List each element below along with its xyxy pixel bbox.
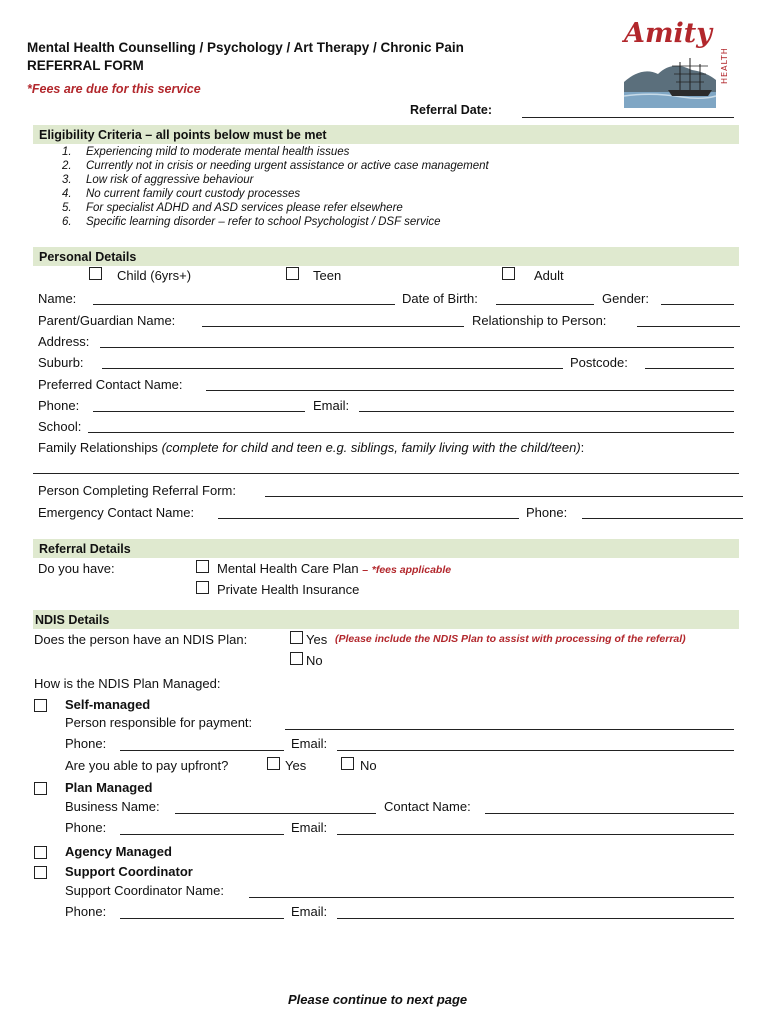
school-label: School: [38, 419, 82, 434]
criteria-num-1: 1. [62, 146, 72, 158]
dob-label: Date of Birth: [402, 291, 478, 306]
referral-details-title: Referral Details [39, 542, 131, 556]
contact-name-label: Contact Name: [384, 799, 471, 814]
logo-wordmark: Amity [624, 18, 712, 49]
support-phone-field[interactable] [120, 918, 284, 919]
upfront-no-label: No [360, 758, 377, 773]
eligibility-title: Eligibility Criteria – all points below must be met [39, 128, 327, 142]
criteria-num-5: 5. [62, 202, 72, 214]
mental-health-plan-option [217, 561, 451, 576]
ndis-yes-note: (Please include the NDIS Plan to assist with processing of the referral) [335, 633, 686, 645]
ndis-managed-question: How is the NDIS Plan Managed: [34, 676, 221, 691]
mental-health-plan-checkbox[interactable] [196, 560, 209, 573]
person-completing-field[interactable] [265, 496, 743, 497]
relationship-label: Relationship to Person: [472, 313, 607, 328]
suburb-field[interactable] [102, 368, 563, 369]
teen-label: Teen [313, 268, 342, 283]
family-label: Family Relationships [38, 440, 158, 455]
business-name-label: Business Name: [65, 799, 160, 814]
sailing-ship-logo-icon [622, 52, 718, 108]
support-email-label: Email: [291, 904, 328, 919]
form-subtitle: REFERRAL FORM [27, 58, 144, 73]
plan-email-label: Email: [291, 820, 328, 835]
referral-details-header [33, 539, 739, 558]
emergency-contact-label: Emergency Contact Name: [38, 505, 195, 520]
self-email-label: Email: [291, 736, 328, 751]
school-field[interactable] [88, 432, 734, 433]
emergency-phone-label: Phone: [526, 505, 568, 520]
criteria-num-2: 2. [62, 160, 72, 172]
preferred-contact-field[interactable] [206, 390, 734, 391]
family-relationships-label [38, 440, 584, 455]
adult-checkbox[interactable] [502, 267, 515, 280]
fees-dash: – [362, 564, 369, 576]
emergency-phone-field[interactable] [582, 518, 743, 519]
criteria-num-3: 3. [62, 174, 72, 186]
contact-name-field[interactable] [485, 813, 734, 814]
criteria-item-2: Currently not in crisis or needing urgent assistance or active case management [86, 160, 489, 172]
plan-managed-label: Plan Managed [65, 780, 153, 795]
form-title: Mental Health Counselling / Psychology / Art Therapy / Chronic Pain [27, 40, 464, 55]
support-phone-label: Phone: [65, 904, 107, 919]
adult-label: Adult [534, 268, 564, 283]
plan-email-field[interactable] [337, 834, 734, 835]
pay-upfront-label: Are you able to pay upfront? [65, 758, 229, 773]
person-completing-label: Person Completing Referral Form: [38, 483, 236, 498]
responsible-payment-field[interactable] [285, 729, 734, 730]
self-managed-label: Self-managed [65, 697, 151, 712]
criteria-item-4: No current family court custody processes [86, 188, 301, 200]
phone-field[interactable] [93, 411, 305, 412]
agency-managed-checkbox[interactable] [34, 846, 47, 859]
phone-label: Phone: [38, 398, 80, 413]
continue-note: Please continue to next page [288, 992, 468, 1007]
private-health-label: Private Health Insurance [217, 582, 360, 597]
fees-note: *Fees are due for this service [27, 82, 201, 96]
ndis-details-header [33, 610, 739, 629]
criteria-item-5: For specialist ADHD and ASD services please refer elsewhere [86, 202, 403, 214]
upfront-no-checkbox[interactable] [341, 757, 354, 770]
guardian-field[interactable] [202, 326, 464, 327]
criteria-num-4: 4. [62, 188, 72, 200]
logo-subtitle: HEALTH [720, 47, 729, 84]
private-health-checkbox[interactable] [196, 581, 209, 594]
name-field[interactable] [93, 304, 395, 305]
gender-field[interactable] [661, 304, 734, 305]
guardian-label: Parent/Guardian Name: [38, 313, 176, 328]
support-email-field[interactable] [337, 918, 734, 919]
referral-date-label: Referral Date: [410, 103, 492, 117]
criteria-item-3: Low risk of aggressive behaviour [86, 174, 254, 186]
gender-label: Gender: [602, 291, 649, 306]
personal-details-title: Personal Details [39, 250, 137, 264]
plan-managed-checkbox[interactable] [34, 782, 47, 795]
personal-details-header [33, 247, 739, 266]
referral-date-field[interactable] [522, 117, 734, 118]
self-managed-checkbox[interactable] [34, 699, 47, 712]
do-you-have-label: Do you have: [38, 561, 115, 576]
support-coordinator-label: Support Coordinator [65, 864, 193, 879]
eligibility-header [33, 125, 739, 144]
upfront-yes-label: Yes [285, 758, 307, 773]
ndis-no-label: No [306, 653, 323, 668]
self-email-field[interactable] [337, 750, 734, 751]
name-label: Name: [38, 291, 77, 306]
ndis-yes-label: Yes [306, 632, 328, 647]
mental-health-plan-label: Mental Health Care Plan [217, 561, 359, 576]
responsible-payment-label: Person responsible for payment: [65, 715, 253, 730]
support-coordinator-name-field[interactable] [249, 897, 734, 898]
family-note: (complete for child and teen e.g. siblings, family living with the child/teen) [161, 440, 581, 455]
ndis-details-title: NDIS Details [35, 613, 110, 627]
self-phone-label: Phone: [65, 736, 107, 751]
agency-managed-label: Agency Managed [65, 844, 172, 859]
email-field[interactable] [359, 411, 734, 412]
plan-phone-field[interactable] [120, 834, 284, 835]
address-field[interactable] [100, 347, 734, 348]
family-relationships-field[interactable] [33, 473, 739, 474]
upfront-yes-checkbox[interactable] [267, 757, 280, 770]
ndis-yes-checkbox[interactable] [290, 631, 303, 644]
child-checkbox[interactable] [89, 267, 102, 280]
support-coordinator-name-label: Support Coordinator Name: [65, 883, 224, 898]
emergency-contact-field[interactable] [218, 518, 519, 519]
postcode-label: Postcode: [570, 355, 628, 370]
email-label: Email: [313, 398, 350, 413]
suburb-label: Suburb: [38, 355, 84, 370]
dob-field[interactable] [496, 304, 594, 305]
plan-phone-label: Phone: [65, 820, 107, 835]
teen-checkbox[interactable] [286, 267, 299, 280]
business-name-field[interactable] [175, 813, 376, 814]
family-colon: : [580, 440, 585, 455]
amity-health-logo [618, 18, 728, 110]
self-phone-field[interactable] [120, 750, 284, 751]
fees-applicable-note: *fees applicable [371, 564, 452, 576]
criteria-item-6: Specific learning disorder – refer to school Psychologist / DSF service [86, 216, 441, 228]
preferred-contact-label: Preferred Contact Name: [38, 377, 183, 392]
address-label: Address: [38, 334, 90, 349]
relationship-field[interactable] [637, 326, 740, 327]
criteria-num-6: 6. [62, 216, 72, 228]
ndis-no-checkbox[interactable] [290, 652, 303, 665]
criteria-item-1: Experiencing mild to moderate mental health issues [86, 146, 350, 158]
support-coordinator-checkbox[interactable] [34, 866, 47, 879]
child-label: Child (6yrs+) [117, 268, 192, 283]
ndis-plan-question: Does the person have an NDIS Plan: [34, 632, 248, 647]
postcode-field[interactable] [645, 368, 734, 369]
